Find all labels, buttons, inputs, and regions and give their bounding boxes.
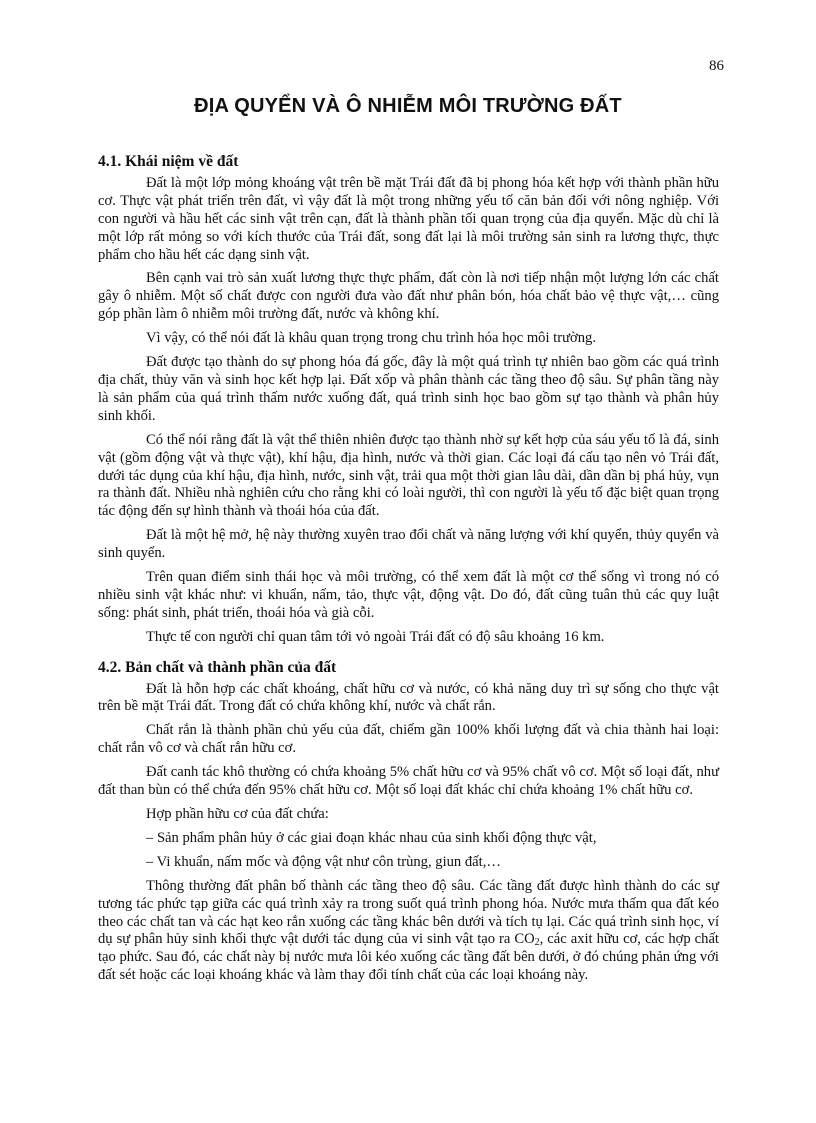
paragraph: Vì vậy, có thể nói đất là khâu quan trọng trong chu trình hóa học môi trường. bbox=[146, 330, 596, 347]
paragraph: Bên cạnh vai trò sản xuất lương thực thực phẩm, đất còn là nơi tiếp nhận một lượng lớn các chất gây ô nhiễm. Một số chất được con người đưa vào đất như phân bón, hóa chất bảo vệ thực vật,… cũng góp phần làm ô nhiễm môi trường đất, nước và không khí. bbox=[98, 270, 719, 323]
paragraph bbox=[98, 878, 719, 985]
paragraph: Đất là hỗn hợp các chất khoáng, chất hữu cơ và nước, có khả năng duy trì sự sống cho thực vật trên bề mặt Trái đất. Trong đất có chứa không khí, nước và chất rắn. bbox=[98, 680, 719, 715]
section-heading: 4.1. Khái niệm về đất bbox=[98, 153, 239, 170]
paragraph-text: , các axit hữu cơ, các hợp chất tạo phức. Sau đó, các chất này bị nước mưa lôi kéo xuống các tầng đất bên dưới, ở đó chúng phản ứng với đất sét hoặc các loại khoáng khác và làm thay đổi tính chất của các loại khoáng này. bbox=[98, 931, 719, 984]
paragraph: Chất rắn là thành phần chủ yếu của đất, chiếm gần 100% khối lượng đất và chia thành hai loại: chất rắn vô cơ và chất rắn hữu cơ. bbox=[98, 722, 719, 757]
page-content bbox=[98, 153, 719, 991]
paragraph-text: Thông thường đất phân bố thành các tầng theo độ sâu. Các tầng đất được hình thành do các sự tương tác phức tạp giữa các quá trình xảy ra trong suốt quá trình phong hóa. Nước mưa thấm qua đất kéo theo các chất tan và các hạt keo rắn xuống các tầng khác bên dưới và tích tụ lại. Các quá trình sinh học, ví dụ sự phân hủy sinh khối thực vật dưới tác dụng của vi sinh vật tạo ra CO bbox=[98, 877, 719, 948]
chapter-title: ĐỊA QUYỂN VÀ Ô NHIỄM MÔI TRƯỜNG ĐẤT bbox=[194, 95, 622, 117]
section-heading: 4.2. Bản chất và thành phần của đất bbox=[98, 658, 337, 676]
paragraph: Trên quan điểm sinh thái học và môi trường, có thể xem đất là một cơ thể sống vì trong nó có nhiều sinh vật khác như: vi khuẩn, nấm, tảo, thực vật, động vật. Do đó, đất cũng tuân thủ các quy luật sống: phát sinh, phát triển, thoái hóa và già cỗi. bbox=[98, 569, 719, 621]
section-soil-concept bbox=[98, 153, 719, 647]
paragraph: Hợp phần hữu cơ của đất chứa: bbox=[146, 806, 329, 822]
page-number: 86 bbox=[709, 58, 724, 74]
list-item: – Sản phẩm phân hủy ở các giai đoạn khác nhau của sinh khối động thực vật, bbox=[146, 829, 597, 846]
paragraph: Thực tế con người chỉ quan tâm tới vỏ ngoài Trái đất có độ sâu khoảng 16 km. bbox=[146, 628, 605, 645]
paragraph: Có thể nói rằng đất là vật thể thiên nhiên được tạo thành nhờ sự kết hợp của sáu yếu tố là đá, sinh vật (gồm động vật và thực vật), khí hậu, địa hình, nước và thời gian. Các loại đá cấu tạo nên vỏ Trái đất, dưới tác dụng của khí hậu, địa hình, nước, sinh vật, trải qua một thời gian lâu dài, dần dần bị phá hủy, vụn ra thành đất. Nhiều nhà nghiên cứu cho rằng khi có loài người, thì con người là yếu tố đặc biệt quan trọng tác động đến sự hình thành và thoái hóa của đất. bbox=[98, 431, 719, 520]
paragraph: Đất canh tác khô thường có chứa khoảng 5% chất hữu cơ và 95% chất vô cơ. Một số loại đất, như đất than bùn có thể chứa đến 95% chất hữu cơ. Một số loại đất khác chỉ chứa khoảng 1% chất hữu cơ. bbox=[98, 764, 719, 799]
paragraph: Đất được tạo thành do sự phong hóa đá gốc, đây là một quá trình tự nhiên bao gồm các quá trình địa chất, thủy văn và sinh học kết hợp lại. Đất xốp và phân thành các tầng theo độ sâu. Sự phân tầng này là sản phẩm của quá trình thấm nước xuống đất, quá trình sinh học bao gồm sự tạo thành và phân hủy sinh khối. bbox=[98, 354, 719, 424]
co2-subscript: 2 bbox=[534, 937, 540, 949]
paragraph: Đất là một hệ mở, hệ này thường xuyên trao đổi chất và năng lượng với khí quyển, thủy quyển và sinh quyển. bbox=[98, 527, 719, 562]
paragraph: Đất là một lớp mỏng khoáng vật trên bề mặt Trái đất đã bị phong hóa kết hợp với thành phần hữu cơ. Thực vật phát triển trên đất, vì vậy đất là một trong những yếu tố căn bản đối với nông nghiệp. Với con người và hầu hết các sinh vật trên cạn, đất là thành phần tối quan trọng của địa quyển. Mặc dù chỉ là một lớp rất mỏng so với kích thước của Trái đất, song đất lại là môi trường sản sinh ra lương thực, thực phẩm cho hầu hết các dạng sinh vật. bbox=[98, 174, 719, 263]
list-item: – Vi khuẩn, nấm mốc và động vật như côn trùng, giun đất,… bbox=[146, 853, 501, 870]
section-soil-composition bbox=[98, 659, 719, 986]
